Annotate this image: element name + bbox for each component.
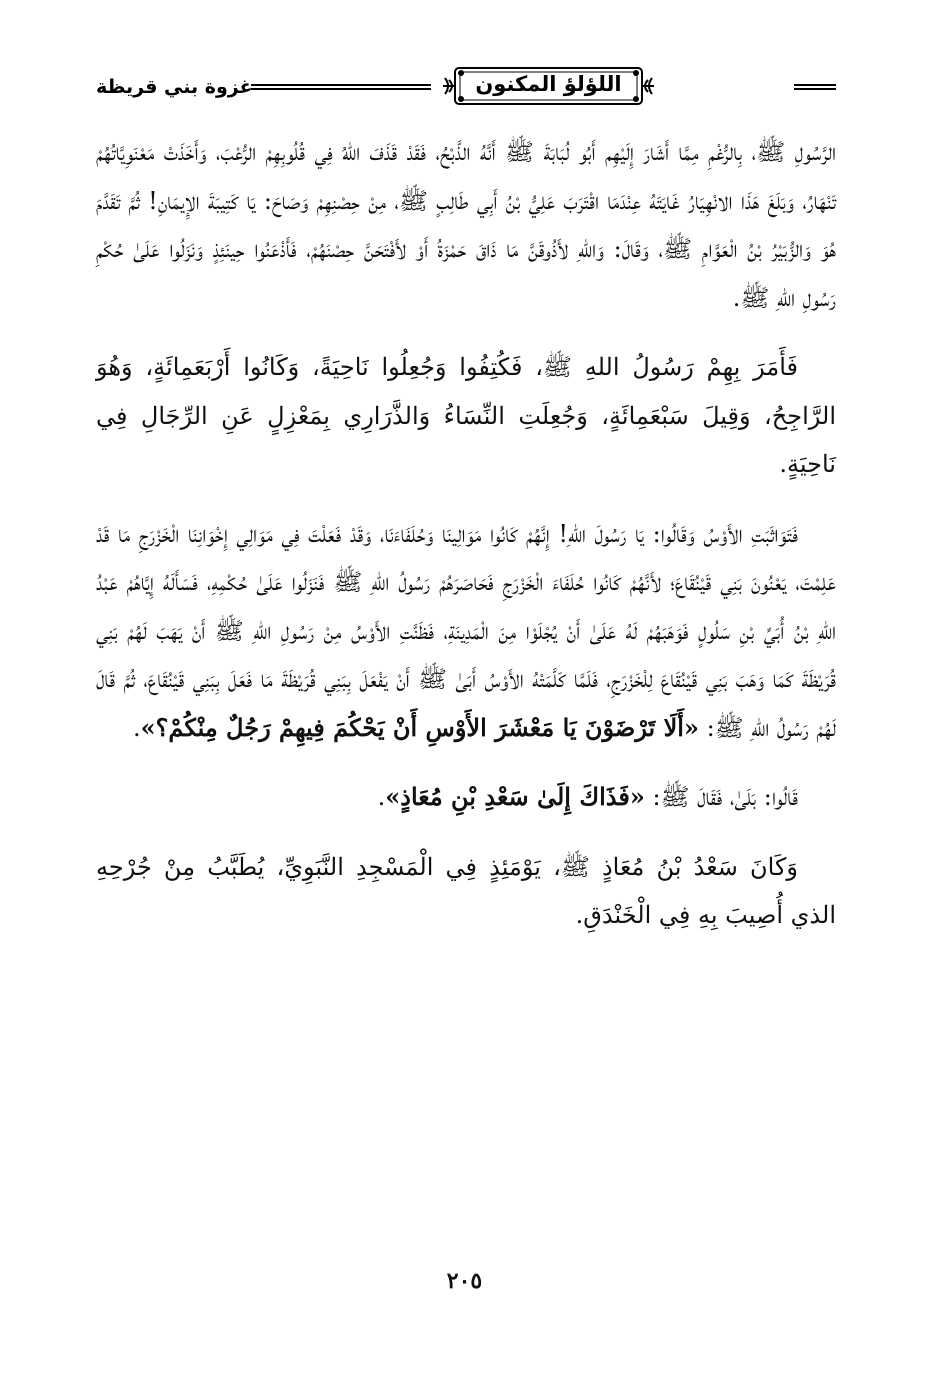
book-title-frame [441, 64, 656, 108]
paragraph [96, 843, 836, 940]
page-number: ٢٠٥ [446, 1268, 483, 1294]
paragraph-text: فَأَمَرَ بِهِمْ رَسُولُ اللهِ ﷺ، فَكُتِفُوا وَجُعِلُوا نَاحِيَةً، وَكَانُوا أَرْبَعَمِائَةٍ، وَهُوَ الرَّاجِحُ، وَقِيلَ سَبْعَمِائَةٍ، وَجُعِلَتِ النِّسَاءُ وَالذَّرَارِي بِمَعْزِلٍ عَنِ الرِّجَالِ فِي نَاحِيَةٍ. [96, 353, 836, 478]
header-rule-middle [251, 84, 431, 90]
book-title: اللؤلؤ المكنون [475, 72, 622, 96]
hadith-quote: «فَذَاكَ إِلَىٰ سَعْدِ بْنِ مُعَاذٍ» [385, 782, 645, 811]
paragraph-text: وَكَانَ سَعْدُ بْنُ مُعَاذٍ ﷺ، يَوْمَئِذٍ فِي الْمَسْجِدِ النَّبَوِيِّ، يُطَبَّبُ مِنْ جُرْحِهِ الذي أُصِيبَ بِهِ فِي الْخَنْدَقِ. [96, 852, 836, 929]
paragraph [96, 343, 836, 489]
paragraph-tail: . [377, 783, 386, 811]
page-body [96, 128, 836, 940]
paragraph-tail: . [133, 713, 141, 742]
paragraph [96, 773, 836, 822]
paragraph-text: قَالُوا: بَلَىٰ، فَقَالَ ﷺ: [644, 783, 798, 811]
chapter-title: غزوة بني قريظة [96, 76, 253, 98]
paragraph-text: الرَّسُولِ ﷺ، بِالرُّغْمِ مِمَّا أَشَارَ إِلَيْهِم أَبُو لُبَابَةَ ﷺ أَنَّهُ الذَّبْحُ، فَقَدْ قَذَفَ اللهُ فِي قُلُوبِهِمْ الرُّعْبَ، وَأَخَذَتْ مَعْنَوِيَّاتُهُمْ تَنْهَارُ، وَبَلَغَ هَذَا الانْهِيَارُ غَايَتَهُ عِنْدَمَا اقْتَرَبَ عَلِيُّ بْنُ أَبِي طَالِبٍ ﷺ، مِنْ حِصْنِهِمْ وَصَاحَ: يَا كَتِيبَةَ الإِيمَانِ! ثُمَّ تَقَدَّمَ هُوَ وَالزُّبَيْرُ بْنُ الْعَوَّامِ ﷺ، وَقَالَ: وَاللهِ لأَذُوقَنَّ مَا ذَاقَ حَمْزَةُ أَوْ لأَفْتَحَنَّ حِصْنَهُمْ، فَأَذْعَنُوا حِينَئِذٍ وَنَزَلُوا عَلَىٰ حُكْمِ رَسُولِ اللهِ ﷺ. [96, 138, 836, 312]
paragraph [96, 128, 836, 322]
hadith-quote: «أَلَا تَرْضَوْنَ يَا مَعْشَرَ الأَوْسِ أَنْ يَحْكُمَ فِيهِمْ رَجُلٌ مِنْكُمْ؟» [140, 712, 699, 742]
paragraph-text: فَتَوَاثَبَتِ الأَوْسُ وَقَالُوا: يَا رَسُولَ اللهِ! إِنَّهُمْ كَانُوا مَوَالِينَا وَحُلَفَاءَنَا، وَقَدْ فَعَلْتَ فِي مَوَالِي إِخْوَانِنَا الْخَزْرَجِ مَا قَدْ عَلِمْتَ، يَعْنُونَ بَنِي قَيْنُقَاعَ؛ لأَنَّهُمْ كَانُوا حُلَفَاءَ الْخَزْرَجِ فَحَاصَرَهُمْ رَسُولُ اللهِ ﷺ فَنَزَلُوا عَلَىٰ حُكْمِهِ، فَسَأَلَهُ إِيَّاهُمْ عَبْدُ اللهِ بْنُ أُبَيِّ بْنِ سَلُولٍ فَوَهَبَهُمْ لَهُ عَلَىٰ أَنْ يُجْلَوْا مِنَ الْمَدِينَةِ، فَظَنَّتِ الأَوْسُ مِنْ رَسُولِ اللهِ ﷺ أَنْ يَهَبَ لَهُمْ بَنِي قُرَيْظَةَ كَمَا وَهَبَ بَنِي قَيْنُقَاعَ لِلْخَزْرَجِ، فَلَمَّا كَلَّمَتْهُ الأَوْسُ أَبَىٰ ﷺ أَنْ يَفْعَلَ بِبَنِي قُرَيْظَةَ مَا فَعَلَ بِبَنِي قَيْنُقَاعَ، ثُمَّ قَالَ لَهُمْ رَسُولُ اللهِ ﷺ: [96, 519, 837, 742]
header-rule-right [794, 84, 836, 90]
running-header [96, 58, 836, 118]
paragraph [96, 510, 836, 753]
